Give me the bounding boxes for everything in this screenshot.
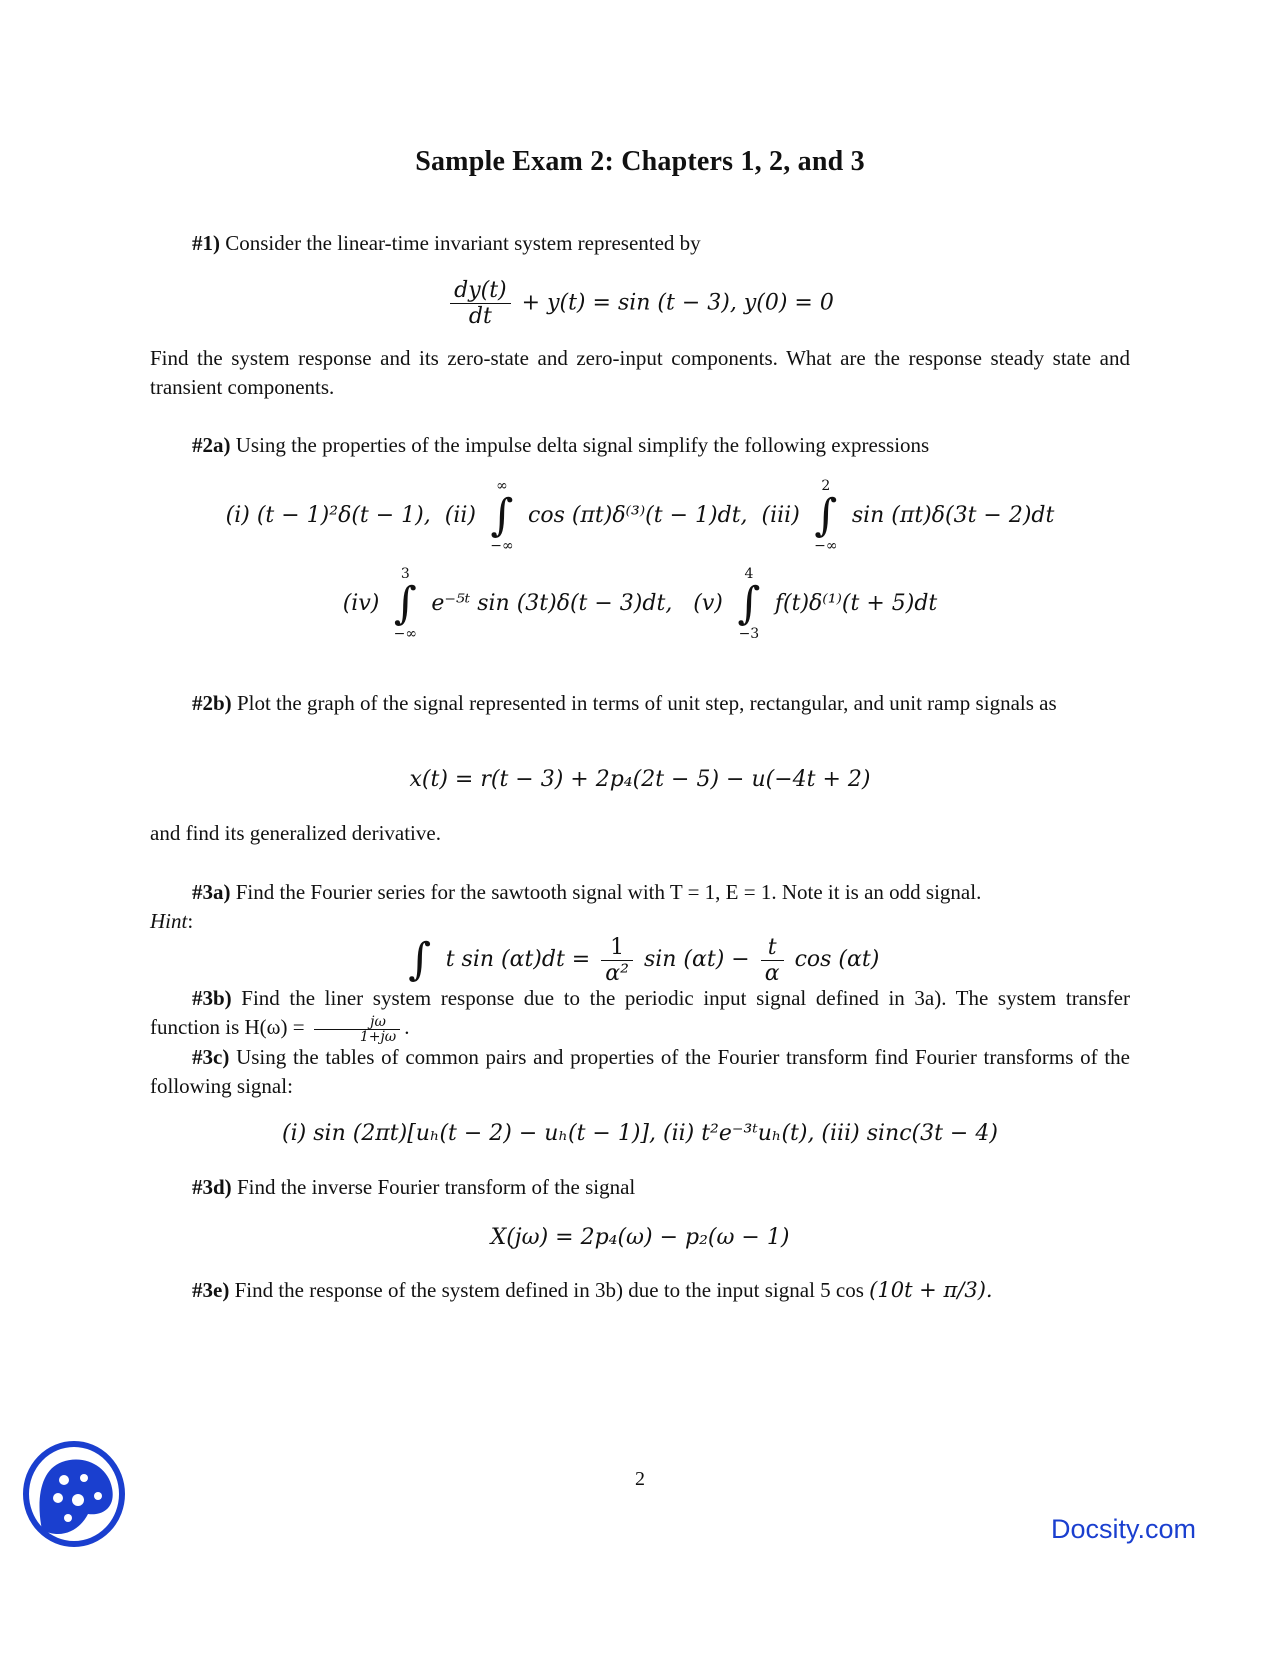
question-label: #3d) xyxy=(192,1175,232,1199)
integral-sign: ∫ xyxy=(408,934,432,985)
integral-sign: ∫ xyxy=(490,490,514,541)
integral: 2 ∫ −∞ xyxy=(811,478,841,554)
equation-2a-row2: (iv) 3 ∫ −∞ e⁻⁵ᵗ sin (3t)δ(t − 3)dt, (v) 4 ∫ −3 f(t)δ⁽¹⁾(t + 5)dt xyxy=(342,566,938,642)
equation-2b: x(t) = r(t − 3) + 2p₄(2t − 5) − u(−4t + 2) xyxy=(409,767,871,792)
question-text: Using the properties of the impulse delta signal simplify the following expressions xyxy=(235,433,930,457)
question-2b-after: and find its generalized derivative. xyxy=(150,821,441,845)
page-number: 2 xyxy=(635,1468,645,1490)
question-label: #2b) xyxy=(192,691,232,715)
fraction: $\frac{dy(t)}{dt}$ xyxy=(450,278,511,329)
equation-1: $\frac{dy(t)}{dt}$ + y(t) = sin (t − 3), y(0) = 0 xyxy=(0,278,1280,329)
question-3d xyxy=(150,1173,1130,1202)
question-label: #2a) xyxy=(192,433,231,457)
question-text: Find the Fourier series for the sawtooth signal with T = 1, E = 1. Note it is an odd signal. xyxy=(235,880,982,904)
question-label: #1) xyxy=(192,231,220,255)
question-label: #3b) xyxy=(192,986,232,1010)
question-text: Find the inverse Fourier transform of the signal xyxy=(236,1175,636,1199)
equation-3a: ∫ t sin (αt)dt = $\frac{1}{\text{α²}}$ sin (αt) − $\frac{t}{\alpha}$ cos (αt) xyxy=(0,922,1280,998)
question-label: #3c) xyxy=(192,1045,230,1069)
question-3a xyxy=(150,878,1130,907)
hint-line: Hint: xyxy=(150,909,194,933)
question-text: Plot the graph of the signal represented in terms of unit step, rectangular, and unit ramp signals as xyxy=(236,691,1057,715)
integral-sign: ∫ xyxy=(737,578,761,629)
question-1 xyxy=(150,229,1130,258)
inline-expression: (10t + π/3). xyxy=(869,1278,993,1302)
fraction: $\frac{j\omega}{1+j\omega}$ xyxy=(314,1015,400,1044)
question-text: Find the response of the system defined in 3b) due to the input signal 5 cos xyxy=(234,1278,864,1302)
page-title: Sample Exam 2: Chapters 1, 2, and 3 xyxy=(415,146,865,177)
docsity-logo-icon xyxy=(22,1440,126,1548)
question-2b xyxy=(150,689,1130,718)
integral: 3 ∫ −∞ xyxy=(390,566,420,642)
integral-sign: ∫ xyxy=(393,578,417,629)
equation-2a-row1: (i) (t − 1)²δ(t − 1), (ii) ∞ ∫ −∞ cos (πt)δ⁽³⁾(t − 1)dt, (iii) 2 ∫ −∞ sin (πt)δ(3t − 2)dt xyxy=(225,478,1055,554)
integral: ∞ ∫ −∞ xyxy=(487,478,517,554)
question-label: #3a) xyxy=(192,880,231,904)
question-label: #3e) xyxy=(192,1278,230,1302)
question-text: Using the tables of common pairs and properties of the Fourier transform find Fourier transforms of the following signal: xyxy=(150,1045,1130,1098)
hint-label: Hint xyxy=(150,909,188,933)
integral: 4 ∫ −3 xyxy=(734,566,764,642)
question-3c xyxy=(150,1043,1130,1101)
question-text: Find the liner system response due to the periodic input signal defined in 3a). The system transfer function is H(ω) = xyxy=(150,986,1130,1039)
question-text: Consider the linear-time invariant system represented by xyxy=(225,231,701,255)
question-3e xyxy=(150,1276,1130,1305)
question-1-text: Find the system response and its zero-state and zero-input components. What are the response steady state and transient components. xyxy=(150,346,1130,399)
question-2a xyxy=(150,431,1130,460)
integral-sign: ∫ xyxy=(814,490,838,541)
equation-3d: X(jω) = 2p₄(ω) − p₂(ω − 1) xyxy=(490,1225,790,1250)
equation-3c: (i) sin (2πt)[uₕ(t − 2) − uₕ(t − 1)], (ii) t²e⁻³ᵗuₕ(t), (iii) sinc(3t − 4) xyxy=(282,1121,998,1146)
fraction: $\frac{1}{\text{α²}}$ xyxy=(601,935,633,986)
question-3b: #3b) Find the liner system response due to the periodic input signal defined in 3a). The system transfer function is H(ω) = $\frac{j\omega}{1+j\omega}$ . xyxy=(150,986,1130,1045)
fraction: $\frac{t}{\alpha}$ xyxy=(761,935,784,986)
docsity-brand-link[interactable]: Docsity.com xyxy=(1050,1514,1196,1544)
